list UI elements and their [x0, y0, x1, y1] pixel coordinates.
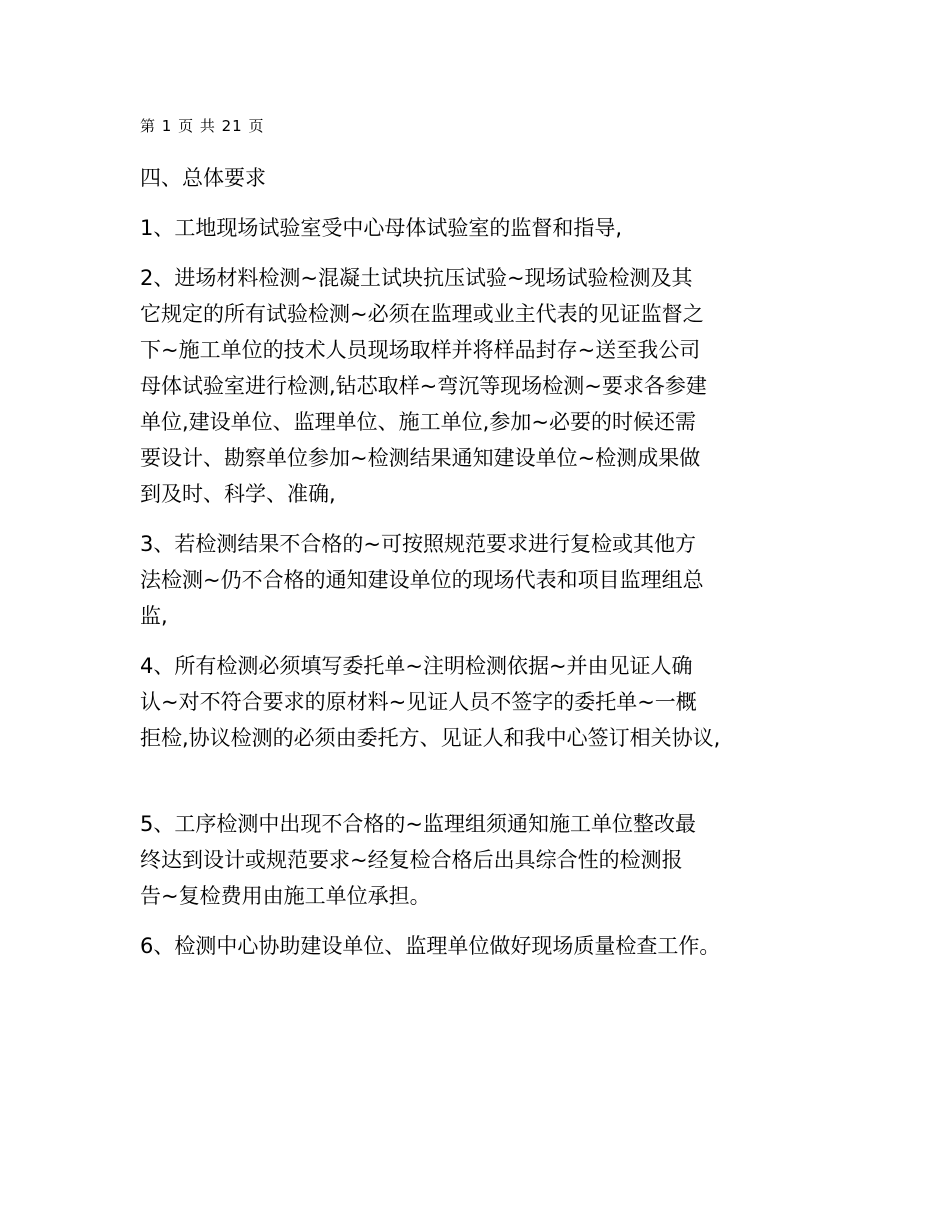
paragraph-line: 它规定的所有试验检测~必须在监理或业主代表的见证监督之 — [140, 302, 704, 326]
paragraph-line: 1、工地现场试验室受中心母体试验室的监督和指导, — [140, 216, 623, 240]
paragraph-line: 母体试验室进行检测,钻芯取样~弯沉等现场检测~要求各参建 — [140, 374, 707, 398]
paragraph-line: 下~施工单位的技术人员现场取样并将样品封存~送至我公司 — [140, 338, 701, 362]
section-heading: 四、总体要求 — [140, 166, 266, 190]
paragraph-line: 6、检测中心协助建设单位、监理单位做好现场质量检查工作。 — [140, 934, 721, 958]
paragraph-line: 告~复检费用由施工单位承担。 — [140, 884, 431, 908]
paragraph-line: 5、工序检测中出现不合格的~监理组须通知施工单位整改最 — [140, 812, 696, 836]
paragraph-2 — [140, 260, 830, 512]
paragraph-line: 要设计、勘察单位参加~检测结果通知建设单位~检测成果做 — [140, 446, 701, 470]
paragraph-1 — [140, 210, 830, 246]
paragraph-line: 单位,建设单位、监理单位、施工单位,参加~必要的时候还需 — [140, 410, 696, 434]
paragraph-5 — [140, 806, 830, 914]
paragraph-line: 2、进场材料检测~混凝土试块抗压试验~现场试验检测及其 — [140, 266, 693, 290]
paragraph-line: 3、若检测结果不合格的~可按照规范要求进行复检或其他方 — [140, 532, 696, 556]
paragraph-line: 到及时、科学、准确, — [140, 482, 336, 506]
paragraph-4 — [140, 648, 830, 756]
paragraph-line: 法检测~仍不合格的通知建设单位的现场代表和项目监理组总 — [140, 568, 704, 592]
paragraph-line: 监, — [140, 604, 168, 628]
document-body — [140, 160, 830, 978]
paragraph-line: 认~对不符合要求的原材料~见证人员不签字的委托单~一概 — [140, 690, 697, 714]
paragraph-3 — [140, 526, 830, 634]
page-number: 第 1 页 共 21 页 — [140, 117, 265, 135]
paragraph-line: 拒检,协议检测的必须由委托方、见证人和我中心签订相关协议, — [140, 726, 721, 750]
paragraph-line: 终达到设计或规范要求~经复检合格后出具综合性的检测报 — [140, 848, 683, 872]
paragraph-line: 4、所有检测必须填写委托单~注明检测依据~并由见证人确 — [140, 654, 693, 678]
paragraph-6 — [140, 928, 830, 964]
